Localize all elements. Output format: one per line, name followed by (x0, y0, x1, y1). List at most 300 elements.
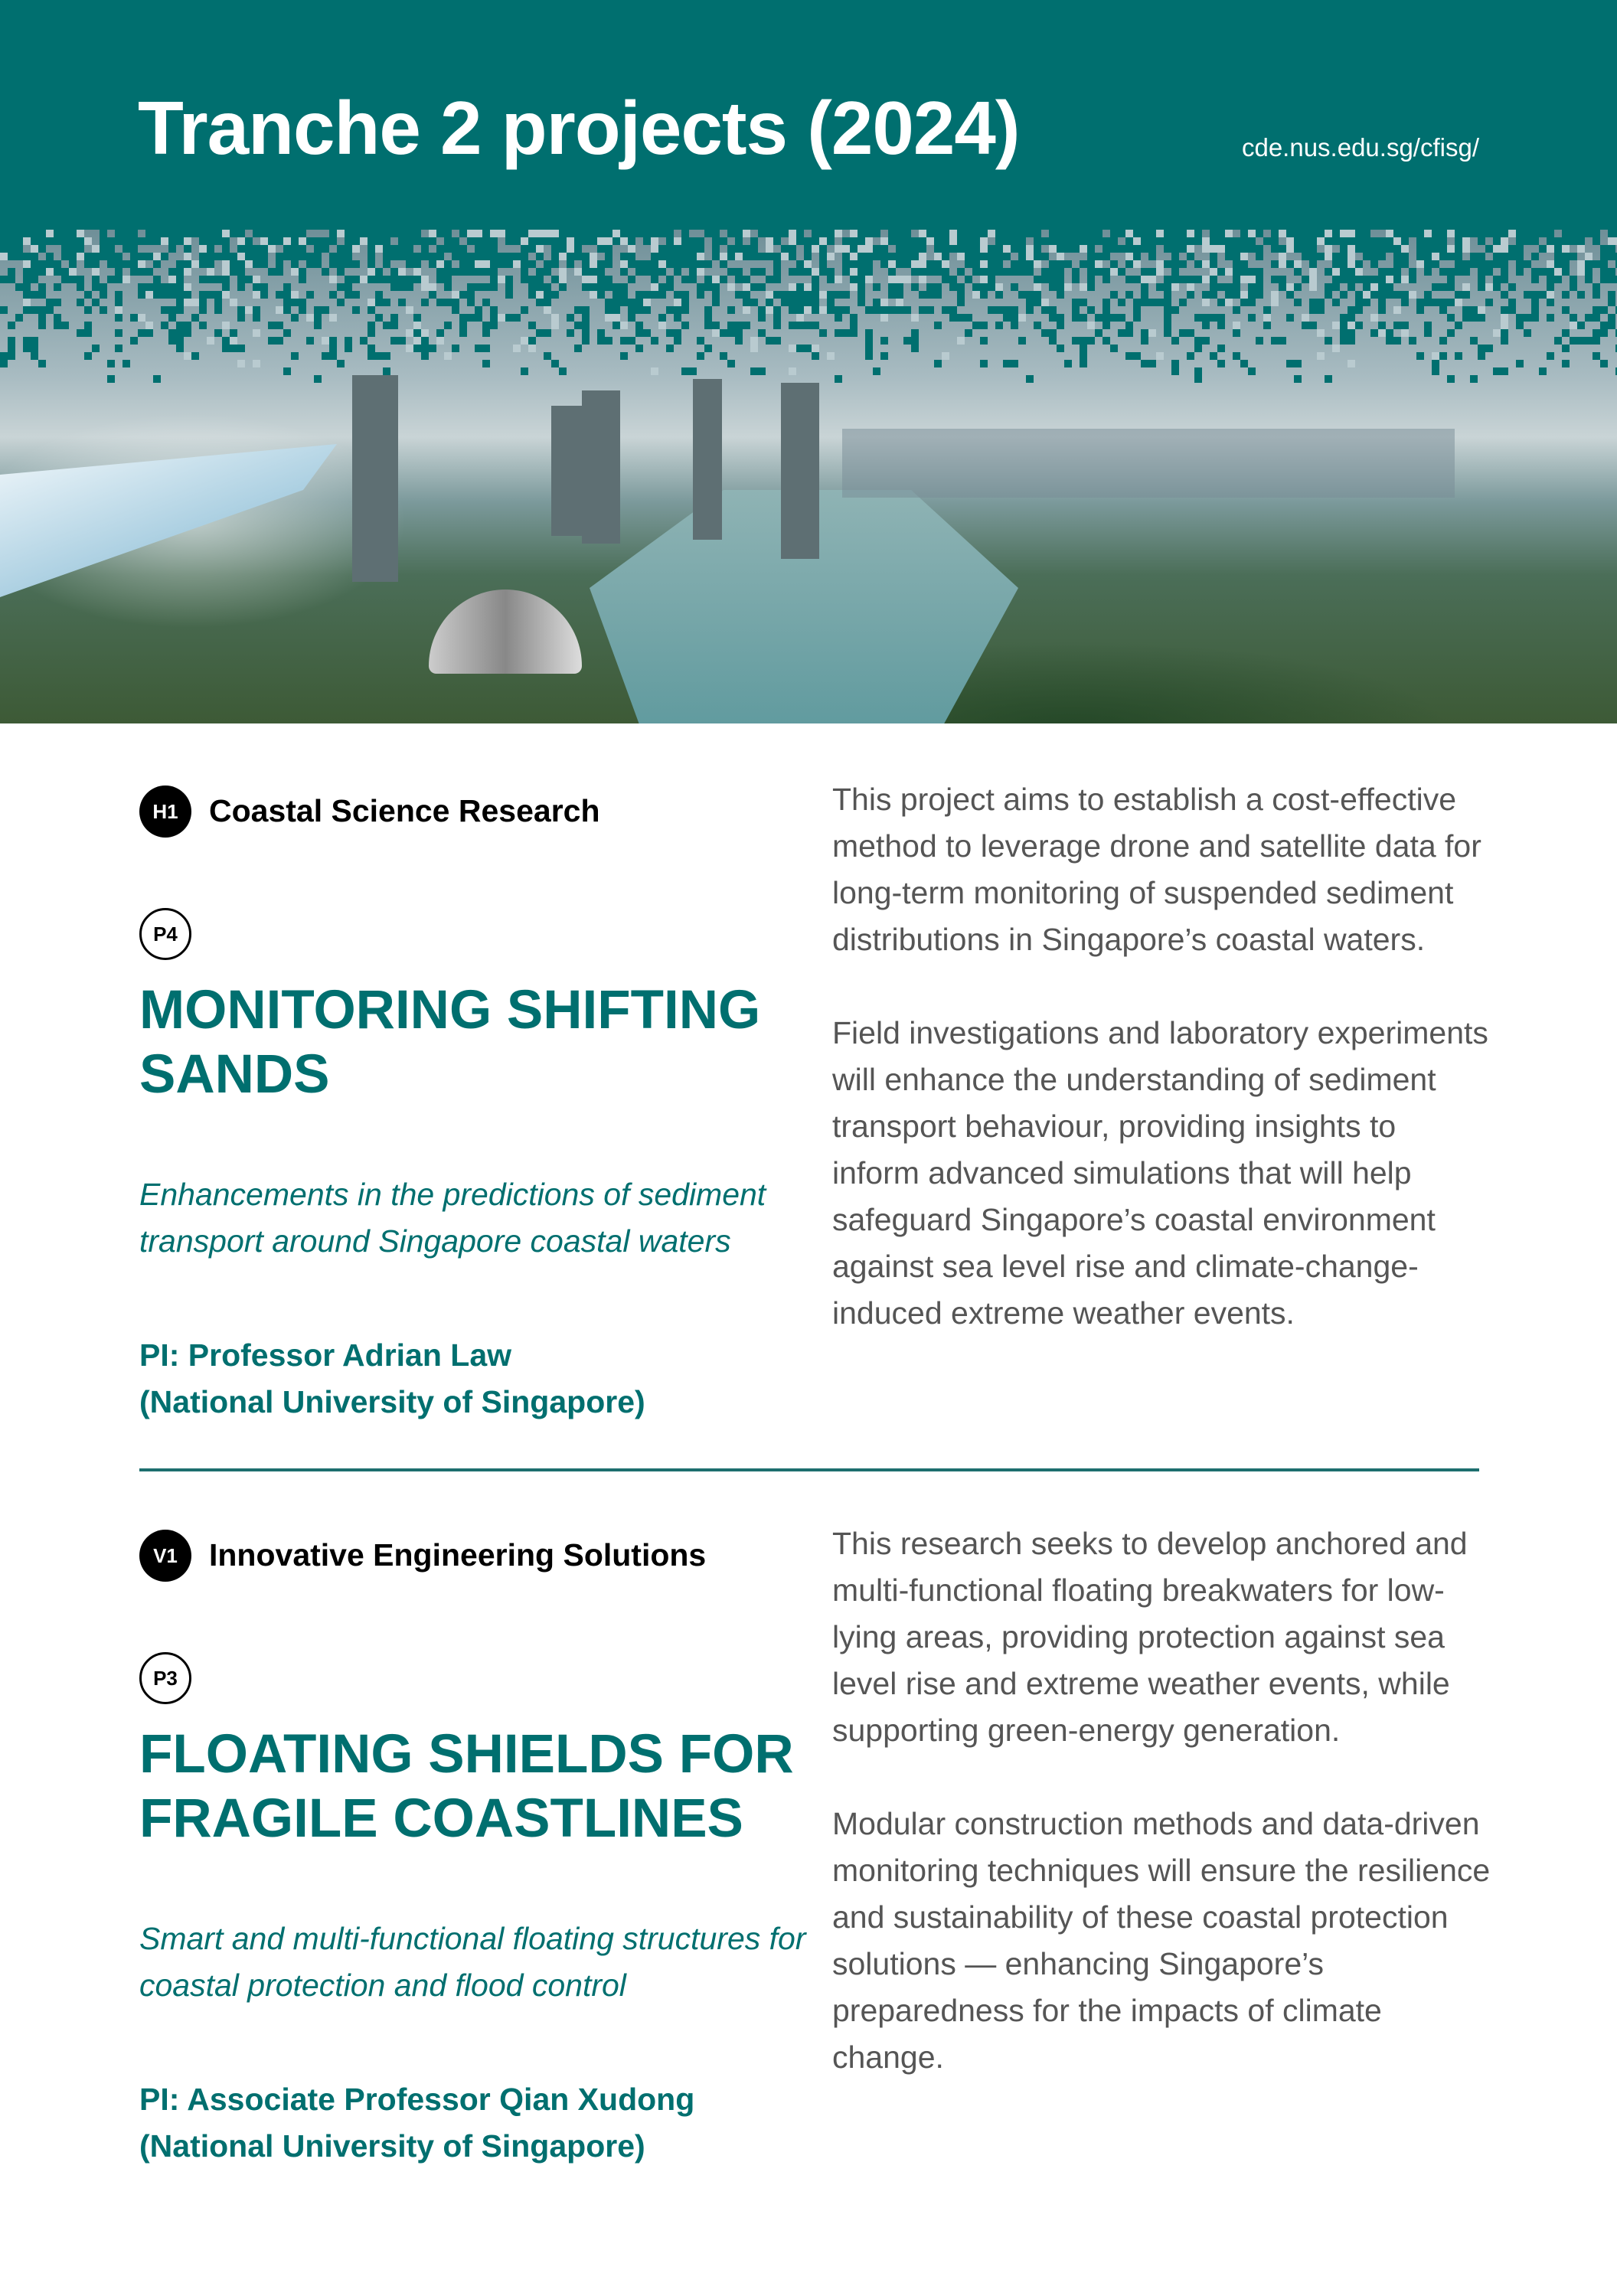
mosaic-pixel (276, 337, 283, 345)
mosaic-pixel (1072, 337, 1080, 345)
mosaic-pixel (1049, 306, 1057, 314)
mosaic-pixel (1034, 260, 1041, 268)
mosaic-pixel (482, 253, 490, 260)
mosaic-pixel (727, 253, 735, 260)
mosaic-pixel (1118, 299, 1125, 306)
mosaic-pixel (253, 276, 260, 283)
mosaic-pixel (697, 237, 704, 245)
mosaic-pixel (620, 260, 628, 268)
mosaic-pixel (222, 260, 230, 268)
mosaic-pixel (919, 245, 926, 253)
mosaic-pixel (38, 291, 46, 299)
mosaic-pixel (375, 276, 383, 283)
mosaic-pixel (1011, 268, 1018, 276)
mosaic-pixel (1447, 299, 1455, 306)
mosaic-pixel (1072, 230, 1080, 237)
mosaic-pixel (368, 329, 375, 337)
mosaic-pixel (436, 276, 444, 283)
mosaic-pixel (498, 260, 505, 268)
mosaic-pixel (781, 230, 789, 237)
mosaic-pixel (306, 314, 314, 322)
mosaic-pixel (666, 329, 674, 337)
mosaic-pixel (84, 260, 92, 268)
mosaic-pixel (276, 253, 283, 260)
mosaic-pixel (306, 253, 314, 260)
mosaic-pixel (1447, 314, 1455, 322)
mosaic-pixel (1554, 337, 1562, 345)
mosaic-pixel (689, 260, 697, 268)
mosaic-pixel (222, 245, 230, 253)
mosaic-pixel (1118, 230, 1125, 237)
mosaic-pixel (1118, 245, 1125, 253)
mosaic-pixel (1539, 268, 1547, 276)
mosaic-pixel (1102, 245, 1110, 253)
mosaic-pixel (735, 291, 743, 299)
mosaic-pixel (475, 260, 482, 268)
mosaic-pixel (758, 367, 766, 375)
mosaic-pixel (773, 291, 781, 299)
mosaic-pixel (697, 260, 704, 268)
mosaic-pixel (1485, 260, 1493, 268)
mosaic-pixel (865, 245, 873, 253)
mosaic-pixel (574, 268, 582, 276)
mosaic-pixel (237, 253, 245, 260)
mosaic-pixel (1378, 237, 1386, 245)
mosaic-pixel (153, 253, 161, 260)
mosaic-pixel (666, 345, 674, 352)
mosaic-pixel (1516, 268, 1524, 276)
mosaic-pixel (712, 230, 720, 237)
mosaic-pixel (1309, 306, 1317, 314)
mosaic-pixel (1233, 291, 1240, 299)
mosaic-pixel (681, 245, 689, 253)
mosaic-pixel (1156, 260, 1164, 268)
mosaic-pixel (766, 306, 773, 314)
mosaic-pixel (1164, 230, 1171, 237)
mosaic-pixel (903, 306, 911, 314)
mosaic-pixel (972, 268, 980, 276)
mosaic-pixel (176, 237, 184, 245)
mosaic-pixel (988, 260, 995, 268)
mosaic-pixel (727, 306, 735, 314)
mosaic-pixel (704, 276, 712, 283)
mosaic-pixel (115, 329, 122, 337)
mosaic-pixel (1592, 230, 1600, 237)
mosaic-pixel (842, 260, 850, 268)
mosaic-pixel (1600, 268, 1608, 276)
mosaic-pixel (161, 253, 168, 260)
mosaic-pixel (926, 283, 934, 291)
mosaic-pixel (1348, 360, 1355, 367)
mosaic-pixel (735, 237, 743, 245)
mosaic-pixel (429, 345, 436, 352)
mosaic-pixel (651, 291, 658, 299)
mosaic-pixel (1363, 253, 1370, 260)
mosaic-pixel (1248, 230, 1256, 237)
mosaic-pixel (1018, 314, 1026, 322)
mosaic-pixel (115, 268, 122, 276)
mosaic-pixel (1187, 253, 1194, 260)
mosaic-pixel (544, 352, 551, 360)
mosaic-pixel (1378, 253, 1386, 260)
mosaic-pixel (1340, 291, 1348, 299)
mosaic-pixel (1493, 283, 1501, 291)
mosaic-pixel (1424, 291, 1432, 299)
header-banner (0, 0, 1617, 237)
mosaic-pixel (38, 260, 46, 268)
mosaic-pixel (1018, 291, 1026, 299)
mosaic-pixel (145, 237, 153, 245)
mosaic-pixel (1547, 291, 1554, 299)
mosaic-pixel (712, 237, 720, 245)
mosaic-pixel (1026, 245, 1034, 253)
mosaic-pixel (138, 329, 145, 337)
mosaic-pixel (413, 329, 421, 337)
mosaic-pixel (789, 245, 796, 253)
mosaic-pixel (84, 322, 92, 329)
mosaic-pixel (720, 276, 727, 283)
mosaic-pixel (521, 268, 528, 276)
mosaic-pixel (1531, 291, 1539, 299)
mosaic-pixel (467, 299, 475, 306)
mosaic-pixel (1485, 230, 1493, 237)
mosaic-pixel (1424, 237, 1432, 245)
mosaic-pixel (544, 237, 551, 245)
mosaic-pixel (1439, 352, 1447, 360)
mosaic-pixel (888, 291, 896, 299)
mosaic-pixel (1187, 230, 1194, 237)
mosaic-pixel (1217, 314, 1225, 322)
mosaic-pixel (605, 299, 612, 306)
mosaic-pixel (1416, 306, 1424, 314)
mosaic-pixel (1462, 306, 1470, 314)
mosaic-pixel (559, 230, 567, 237)
mosaic-pixel (689, 237, 697, 245)
mosaic-pixel (1194, 230, 1202, 237)
mosaic-pixel (926, 291, 934, 299)
mosaic-pixel (590, 260, 597, 268)
mosaic-pixel (1164, 291, 1171, 299)
mosaic-pixel (1041, 237, 1049, 245)
mosaic-pixel (1547, 260, 1554, 268)
mosaic-pixel (122, 230, 130, 237)
mosaic-pixel (100, 253, 107, 260)
mosaic-pixel (1309, 276, 1317, 283)
mosaic-pixel (1432, 253, 1439, 260)
mosaic-pixel (1011, 360, 1018, 367)
mosaic-pixel (61, 276, 69, 283)
mosaic-pixel (352, 230, 360, 237)
mosaic-pixel (253, 329, 260, 337)
mosaic-pixel (597, 283, 605, 291)
mosaic-pixel (54, 237, 61, 245)
mosaic-pixel (222, 322, 230, 329)
mosaic-pixel (1401, 230, 1409, 237)
mosaic-pixel (199, 260, 207, 268)
mosaic-pixel (1570, 283, 1577, 291)
mosaic-pixel (911, 337, 919, 345)
mosaic-pixel (1011, 230, 1018, 237)
mosaic-pixel (184, 283, 191, 291)
mosaic-pixel (697, 352, 704, 360)
mosaic-pixel (1156, 268, 1164, 276)
mosaic-pixel (191, 314, 199, 322)
mosaic-pixel (865, 306, 873, 314)
mosaic-pixel (1141, 329, 1148, 337)
mosaic-pixel (750, 283, 758, 291)
mosaic-pixel (1233, 245, 1240, 253)
mosaic-pixel (283, 306, 291, 314)
mosaic-pixel (697, 337, 704, 345)
mosaic-pixel (184, 237, 191, 245)
mosaic-pixel (1577, 237, 1585, 245)
mosaic-pixel (965, 245, 972, 253)
mosaic-pixel (1508, 299, 1516, 306)
mosaic-pixel (436, 253, 444, 260)
mosaic-pixel (1057, 314, 1064, 322)
mosaic-pixel (1148, 253, 1156, 260)
mosaic-pixel (299, 237, 306, 245)
mosaic-pixel (1424, 245, 1432, 253)
website-url[interactable]: cde.nus.edu.sg/cfisg/ (1241, 133, 1479, 162)
mosaic-pixel (145, 230, 153, 237)
mosaic-pixel (1080, 360, 1087, 367)
mosaic-pixel (635, 322, 643, 329)
mosaic-pixel (643, 230, 651, 237)
mosaic-pixel (605, 306, 612, 314)
mosaic-pixel (23, 291, 31, 299)
mosaic-pixel (1164, 276, 1171, 283)
mosaic-pixel (1202, 276, 1210, 283)
mosaic-pixel (651, 276, 658, 283)
mosaic-pixel (1279, 337, 1286, 345)
mosaic-pixel (1370, 276, 1378, 283)
mosaic-pixel (582, 260, 590, 268)
mosaic-pixel (1355, 276, 1363, 283)
mosaic-pixel (253, 306, 260, 314)
mosaic-pixel (590, 237, 597, 245)
mosaic-pixel (582, 283, 590, 291)
mosaic-pixel (827, 291, 835, 299)
mosaic-pixel (337, 283, 345, 291)
mosaic-pixel (1171, 337, 1179, 345)
mosaic-pixel (176, 345, 184, 352)
mosaic-pixel (1141, 291, 1148, 299)
mosaic-pixel (521, 337, 528, 345)
mosaic-pixel (704, 306, 712, 314)
mosaic-pixel (1034, 299, 1041, 306)
mosaic-pixel (69, 268, 77, 276)
mosaic-pixel (1348, 306, 1355, 314)
mosaic-pixel (758, 253, 766, 260)
mosaic-pixel (1309, 299, 1317, 306)
mosaic-pixel (1110, 268, 1118, 276)
mosaic-pixel (681, 276, 689, 283)
mosaic-pixel (1064, 360, 1072, 367)
mosaic-pixel (1187, 276, 1194, 283)
mosaic-pixel (429, 253, 436, 260)
mosaic-pixel (819, 245, 827, 253)
mosaic-pixel (1478, 306, 1485, 314)
mosaic-pixel (368, 253, 375, 260)
mosaic-pixel (1011, 245, 1018, 253)
mosaic-pixel (896, 260, 903, 268)
mosaic-pixel (413, 260, 421, 268)
mosaic-pixel (1378, 291, 1386, 299)
mosaic-pixel (1493, 260, 1501, 268)
mosaic-pixel (620, 299, 628, 306)
mosaic-pixel (620, 337, 628, 345)
mosaic-pixel (207, 230, 214, 237)
mosaic-pixel (605, 245, 612, 253)
mosaic-pixel (1064, 245, 1072, 253)
mosaic-pixel (536, 329, 544, 337)
mosaic-pixel (222, 283, 230, 291)
mosaic-pixel (1608, 237, 1615, 245)
mosaic-pixel (1577, 337, 1585, 345)
mosaic-pixel (559, 245, 567, 253)
mosaic-pixel (750, 299, 758, 306)
mosaic-pixel (850, 322, 858, 329)
mosaic-pixel (1110, 345, 1118, 352)
mosaic-pixel (1470, 260, 1478, 268)
mosaic-pixel (635, 230, 643, 237)
mosaic-pixel (712, 283, 720, 291)
mosaic-pixel (528, 245, 536, 253)
mosaic-pixel (1279, 260, 1286, 268)
mosaic-pixel (184, 352, 191, 360)
mosaic-pixel (1424, 230, 1432, 237)
mosaic-pixel (38, 360, 46, 367)
mosaic-pixel (850, 237, 858, 245)
mosaic-pixel (544, 329, 551, 337)
mosaic-pixel (582, 329, 590, 337)
mosaic-pixel (620, 253, 628, 260)
mosaic-pixel (980, 253, 988, 260)
mosaic-pixel (398, 276, 406, 283)
mosaic-pixel (69, 237, 77, 245)
mosaic-pixel (390, 314, 398, 322)
mosaic-pixel (176, 322, 184, 329)
mosaic-pixel (1256, 283, 1263, 291)
mosaic-pixel (1592, 291, 1600, 299)
mosaic-pixel (467, 260, 475, 268)
mosaic-pixel (1416, 253, 1424, 260)
mosaic-pixel (1294, 260, 1302, 268)
mosaic-pixel (1600, 276, 1608, 283)
mosaic-pixel (1057, 291, 1064, 299)
mosaic-pixel (766, 299, 773, 306)
mosaic-pixel (1133, 253, 1141, 260)
mosaic-pixel (1317, 237, 1325, 245)
mosaic-pixel (1386, 291, 1393, 299)
mosaic-pixel (1462, 314, 1470, 322)
mosaic-pixel (1447, 230, 1455, 237)
mosaic-pixel (1547, 230, 1554, 237)
mosaic-pixel (153, 276, 161, 283)
mosaic-pixel (743, 253, 750, 260)
mosaic-pixel (972, 283, 980, 291)
mosaic-pixel (628, 260, 635, 268)
mosaic-pixel (880, 314, 888, 322)
mosaic-pixel (727, 268, 735, 276)
mosaic-pixel (1286, 260, 1294, 268)
mosaic-pixel (1148, 245, 1156, 253)
mosaic-pixel (383, 322, 390, 329)
mosaic-pixel (1087, 322, 1095, 329)
mosaic-pixel (390, 253, 398, 260)
mosaic-pixel (1171, 283, 1179, 291)
mosaic-pixel (0, 230, 8, 237)
mosaic-pixel (1432, 245, 1439, 253)
mosaic-pixel (452, 268, 459, 276)
mosaic-pixel (1424, 253, 1432, 260)
mosaic-pixel (674, 337, 681, 345)
mosaic-pixel (1554, 245, 1562, 253)
mosaic-pixel (168, 306, 176, 314)
mosaic-pixel (704, 345, 712, 352)
mosaic-pixel (199, 306, 207, 314)
mosaic-pixel (1600, 322, 1608, 329)
mosaic-pixel (1470, 375, 1478, 383)
mosaic-pixel (1248, 276, 1256, 283)
mosaic-pixel (942, 268, 949, 276)
mosaic-pixel (942, 276, 949, 283)
mosaic-pixel (1240, 299, 1248, 306)
mosaic-pixel (1003, 314, 1011, 322)
mosaic-pixel (567, 260, 574, 268)
mosaic-pixel (612, 314, 620, 322)
mosaic-pixel (390, 283, 398, 291)
mosaic-pixel (1011, 314, 1018, 322)
mosaic-pixel (888, 230, 896, 237)
mosaic-pixel (1240, 245, 1248, 253)
mosaic-pixel (176, 283, 184, 291)
mosaic-pixel (1110, 260, 1118, 268)
mosaic-pixel (122, 237, 130, 245)
mosaic-pixel (23, 230, 31, 237)
mosaic-pixel (1432, 299, 1439, 306)
mosaic-pixel (222, 230, 230, 237)
mosaic-pixel (1302, 230, 1309, 237)
mosaic-pixel (1256, 230, 1263, 237)
mosaic-pixel (612, 237, 620, 245)
mosaic-pixel (115, 253, 122, 260)
mosaic-pixel (1194, 260, 1202, 268)
mosaic-pixel (873, 283, 880, 291)
mosaic-pixel (804, 291, 812, 299)
mosaic-pixel (819, 260, 827, 268)
mosaic-pixel (0, 352, 8, 360)
mosaic-pixel (1516, 253, 1524, 260)
mosaic-pixel (567, 230, 574, 237)
mosaic-pixel (1501, 245, 1508, 253)
mosaic-pixel (949, 237, 957, 245)
mosaic-pixel (1011, 237, 1018, 245)
mosaic-pixel (1210, 245, 1217, 253)
mosaic-pixel (1348, 230, 1355, 237)
mosaic-pixel (1432, 260, 1439, 268)
mosaic-pixel (1041, 268, 1049, 276)
mosaic-pixel (153, 283, 161, 291)
mosaic-pixel (942, 253, 949, 260)
mosaic-pixel (858, 268, 865, 276)
mosaic-pixel (880, 306, 888, 314)
mosaic-pixel (184, 230, 191, 237)
mosaic-pixel (1325, 253, 1332, 260)
mosaic-pixel (919, 291, 926, 299)
mosaic-pixel (345, 253, 352, 260)
